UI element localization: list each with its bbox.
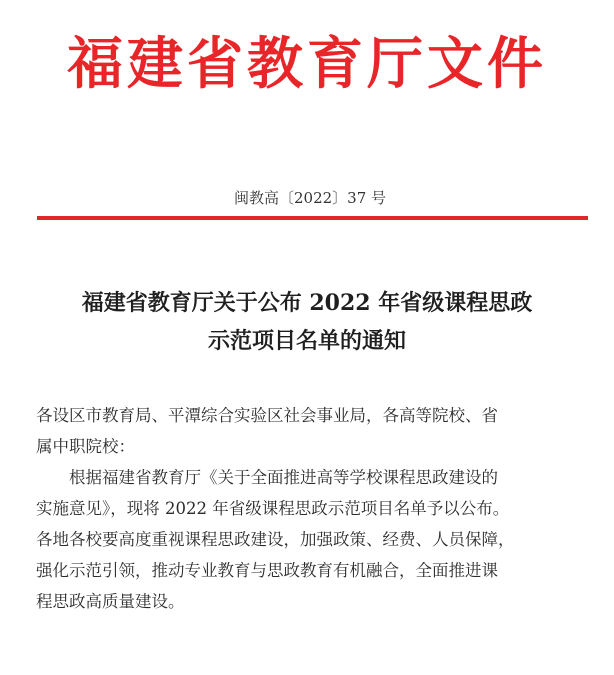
notice-title-line-2: 示范项目名单的通知 — [207, 328, 406, 354]
notice-title-line-1: 福建省教育厅关于公布 2022 年省级课程思政 — [81, 290, 533, 316]
paragraph-line-3: 各地各校要高度重视课程思政建设，加强政策、经费、人员保障， — [36, 530, 515, 549]
notice-title — [20, 284, 594, 360]
salutation-line-2: 属中职院校： — [36, 437, 135, 456]
paragraph-line-4: 强化示范引领，推动专业教育与思政教育有机融合，全面推进课 — [36, 561, 498, 580]
notice-body — [36, 400, 584, 617]
paragraph-line-1: 根据福建省教育厅《关于全面推进高等学校课程思政建设的 — [69, 468, 498, 487]
red-divider-rule — [37, 216, 588, 220]
document-number: 闽教高〔2022〕37 号 — [233, 189, 387, 207]
salutation-line-1: 各设区市教育局、平潭综合实验区社会事业局，各高等院校、省 — [36, 406, 498, 425]
issuer-header-title: 福建省教育厅文件 — [67, 31, 547, 97]
paragraph-line-5: 程思政高质量建设。 — [36, 592, 185, 611]
paragraph-line-2: 实施意见》，现将 2022 年省级课程思政示范项目名单予以公布。 — [36, 499, 510, 518]
